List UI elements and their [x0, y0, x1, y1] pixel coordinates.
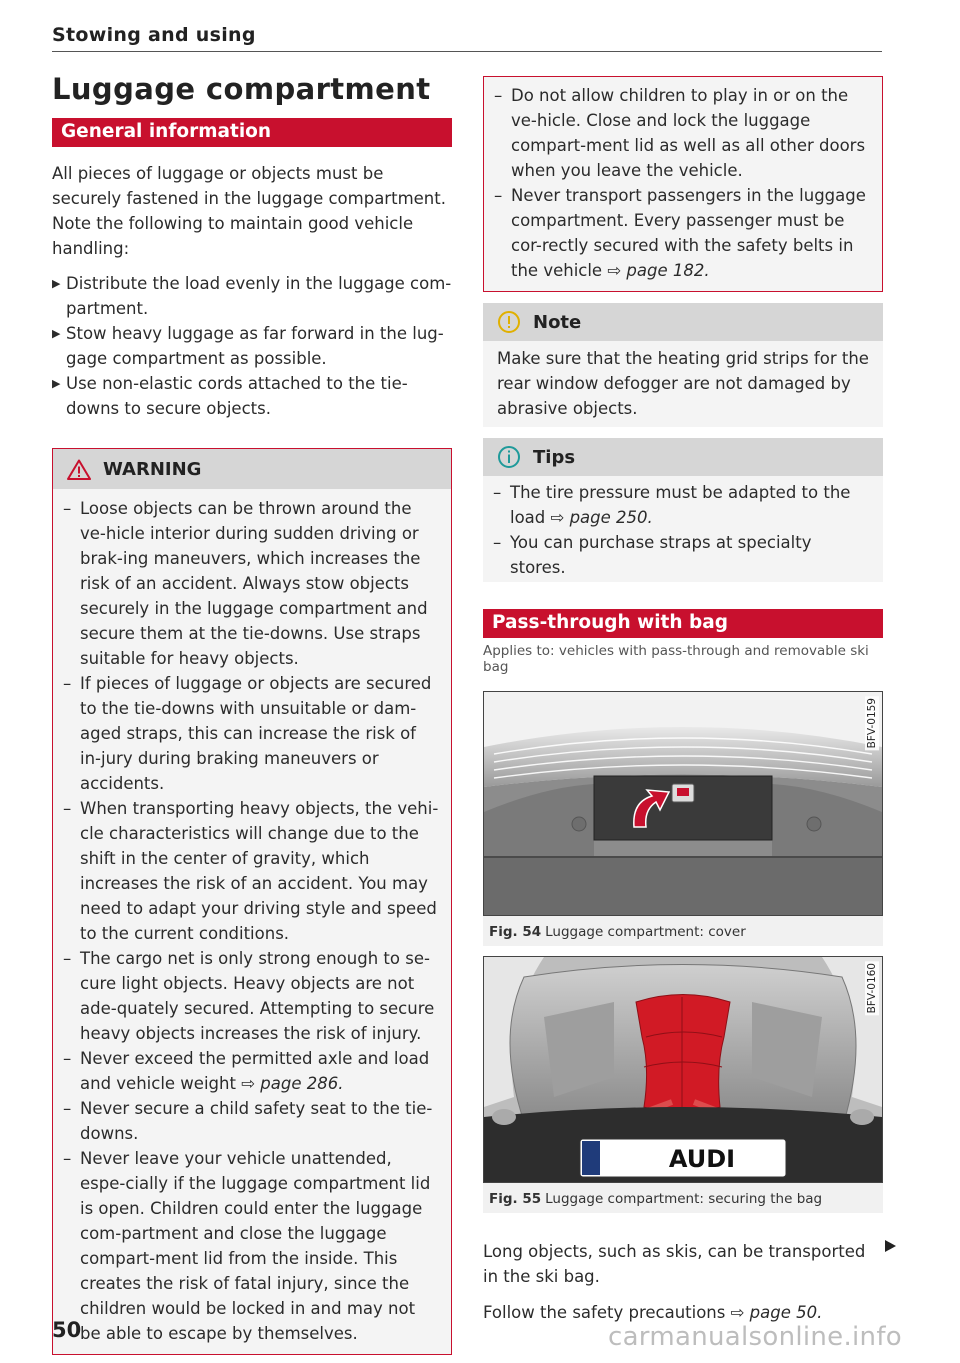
list-item: – Never leave your vehicle unattended, espe-cially if the luggage compartment lid is open. Children could enter the luggage com-partment and close the luggage compart-ment lid from the inside. This creates the risk of fatal injury, since the children would be locked in and may not be able to escape by themselves. [63, 1149, 431, 1343]
figure-caption-text: Luggage compartment: cover [545, 924, 746, 940]
warning-header [53, 449, 451, 489]
warning-triangle-icon [67, 459, 91, 480]
note-header [483, 303, 883, 341]
warning-label: WARNING [103, 458, 202, 480]
list-item-text: Never exceed the permitted axle and load and vehicle weight [80, 1049, 430, 1093]
list-item-text: Never leave your vehicle unattended, espe-cially if the luggage compartment lid is open. Children could enter the luggage com-partment and close the luggage compart-ment lid from the inside. This creates the risk of fatal injury, since the children would be locked in and may not be able to escape by themselves. [80, 1149, 431, 1343]
list-item: – If pieces of luggage or objects are secured to the tie-downs with unsuitable or dam-aged straps, this can increase the risk of in-jury during braking maneuvers or accidents. [63, 674, 432, 793]
warning-box [52, 448, 452, 1355]
tips-label: Tips [533, 446, 576, 468]
left-column [52, 66, 452, 1355]
intro-paragraph: All pieces of luggage or objects must be securely fastened in the luggage compartment. Note the following to maintain good vehicle handling: [52, 164, 446, 258]
list-item [52, 271, 452, 321]
list-item: – Never transport passengers in the luggage compartment. Every passenger must be cor-rectly secured with the safety belts in the vehicle ⇨ page 182. [494, 186, 866, 280]
warning-list-continued [484, 77, 882, 291]
tips-header [483, 438, 883, 476]
figure-caption [483, 1183, 883, 1213]
list-item-text: The tire pressure must be adapted to the load [510, 483, 851, 527]
note-label: Note [533, 311, 582, 333]
license-plate-text: AUDI [668, 1145, 736, 1173]
list-item-text: Do not allow children to play in or on the ve-hicle. Close and lock the luggage compart-ment lid as well as all other doors when you leave the vehicle. [511, 86, 866, 180]
running-header: Stowing and using [52, 24, 256, 46]
warning-box-continued [483, 76, 883, 292]
applies-to-note: Applies to: vehicles with pass-through and removable ski bag [483, 643, 869, 675]
figure-label: Fig. 55 [489, 1191, 542, 1207]
figure-caption [483, 916, 883, 946]
bullet-triangle-icon: ▶ [52, 277, 61, 290]
bullet-triangle-icon: ▶ [52, 377, 61, 390]
continue-arrow-icon [885, 1240, 896, 1252]
note-exclamation-icon [497, 310, 521, 334]
follow-text: Follow the safety precautions [483, 1303, 731, 1322]
list-item-text: You can purchase straps at specialty stores. [510, 533, 812, 577]
luggage-bag-illustration [484, 957, 882, 1182]
luggage-cover-illustration [484, 692, 882, 915]
section-heading-pass-through: Pass-through with bag [483, 609, 883, 638]
tips-list [483, 476, 883, 582]
list-item: – The tire pressure must be adapted to the load ⇨ page 250. [493, 483, 851, 527]
note-box [483, 303, 883, 427]
figure-54-image [483, 691, 883, 916]
figure-55 [483, 956, 883, 1213]
list-item: – Do not allow children to play in or on the ve-hicle. Close and lock the luggage compart-ment lid as well as all other doors when you leave the vehicle. [494, 86, 866, 180]
figure-55-image [483, 956, 883, 1183]
list-item: – The cargo net is only strong enough to se-cure light objects. Heavy objects are not ade-quately secured. Attempting to secure heavy objects increases the risk of injury. [63, 949, 435, 1043]
right-column [483, 76, 883, 1325]
list-item-text: Never transport passengers in the luggage compartment. Every passenger must be cor-rectly secured with the safety belts in the vehicle [511, 186, 866, 280]
warning-list [53, 489, 451, 1354]
section-heading-general: General information [52, 118, 452, 147]
info-icon [497, 445, 521, 469]
list-item: – Loose objects can be thrown around the ve-hicle interior during sudden driving or brak-ing maneuvers, which increases the risk of an accident. Always stow objects securely in the luggage compartment and secure them at the tie-downs. Use straps suitable for heavy objects. [63, 499, 428, 668]
list-item-text: The cargo net is only strong enough to se-cure light objects. Heavy objects are not ade-quately secured. Attempting to secure heavy objects increases the risk of injury. [80, 949, 435, 1043]
list-item [52, 321, 452, 371]
list-item-text: Loose objects can be thrown around the ve-hicle interior during sudden driving or brak-ing maneuvers, which increases the risk of an accident. Always stow objects securely in the luggage compartment and secure them at the tie-downs. Use straps suitable for heavy objects. [80, 499, 428, 668]
page-reference-link[interactable]: ⇨ page 286. [241, 1074, 344, 1093]
list-item-text: Use non-elastic cords attached to the tie-downs to secure objects. [66, 374, 408, 418]
header-rule [52, 51, 882, 52]
list-item [52, 371, 452, 421]
figure-54 [483, 691, 883, 946]
list-item-text: Stow heavy luggage as far forward in the lug-gage compartment as possible. [66, 324, 444, 368]
figure-code: BFV-0159 [866, 698, 878, 749]
list-item-text: Never secure a child safety seat to the tie-downs. [80, 1099, 433, 1143]
figure-caption-text: Luggage compartment: securing the bag [545, 1191, 823, 1207]
list-item: – Never secure a child safety seat to the tie-downs. [63, 1099, 433, 1143]
list-item-text: If pieces of luggage or objects are secured to the tie-downs with unsuitable or dam-aged straps, this can increase the risk of in-jury during braking maneuvers or accidents. [80, 674, 432, 793]
list-item-text: Distribute the load evenly in the luggage com-partment. [66, 274, 452, 318]
bullet-triangle-icon: ▶ [52, 327, 61, 340]
watermark: carmanualsonline.info [607, 1322, 902, 1352]
page-number: 50 [52, 1318, 82, 1342]
page-reference-link[interactable]: ⇨ page 250. [550, 508, 653, 527]
tips-box [483, 438, 883, 582]
note-text: Make sure that the heating grid strips for the rear window defogger are not damaged by abrasive objects. [497, 349, 869, 418]
page-reference-link[interactable]: ⇨ page 182. [607, 261, 710, 280]
long-objects-paragraph: Long objects, such as skis, can be transported in the ski bag. [483, 1242, 866, 1286]
list-item: – You can purchase straps at specialty stores. [493, 533, 812, 577]
page-reference-link[interactable]: ⇨ page 50. [730, 1303, 823, 1322]
figure-code: BFV-0160 [866, 963, 878, 1014]
list-item-text: When transporting heavy objects, the vehi-cle characteristics will change due to the shift in the center of gravity, which increases the risk of an accident. You may need to adapt your driving style and speed to the current conditions. [80, 799, 439, 943]
figure-label: Fig. 54 [489, 924, 542, 940]
list-item: – When transporting heavy objects, the vehi-cle characteristics will change due to the shift in the center of gravity, which increases the risk of an accident. You may need to adapt your driving style and speed to the current conditions. [63, 799, 439, 943]
list-item: – Never exceed the permitted axle and load and vehicle weight ⇨ page 286. [63, 1049, 430, 1093]
page-title: Luggage compartment [52, 72, 431, 106]
bullet-list [52, 271, 452, 421]
